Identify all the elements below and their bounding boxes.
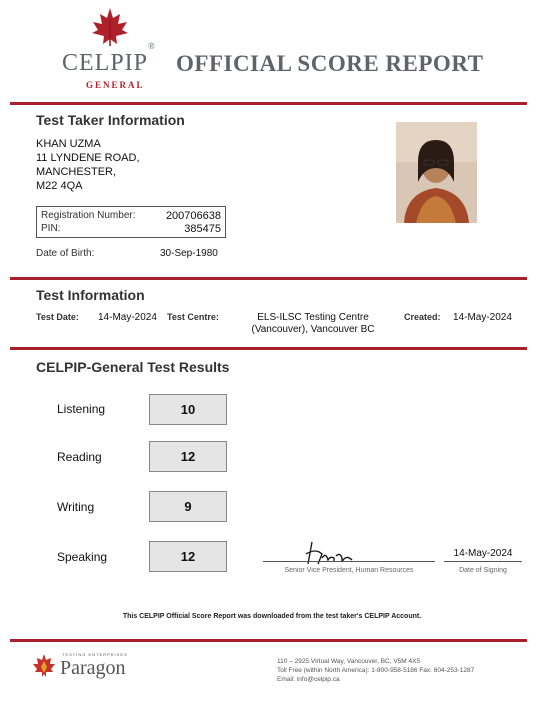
score-writing: 9 (149, 491, 227, 522)
address-line: 11 LYNDENE ROAD, (36, 152, 140, 164)
contact-info (277, 657, 474, 684)
test-centre-value (238, 312, 388, 336)
test-centre-label: Test Centre: (167, 312, 219, 322)
created-value: 14-May-2024 (453, 312, 512, 323)
skill-writing-label: Writing (57, 500, 95, 514)
taker-address (36, 137, 140, 193)
maple-leaf-icon (90, 6, 130, 48)
divider (10, 347, 527, 350)
paragon-subtitle: TESTING ENTERPRISES (62, 652, 128, 657)
divider (10, 639, 527, 642)
signing-date-caption: Date of Signing (459, 567, 507, 574)
registration-row (41, 210, 221, 223)
address-line: KHAN UZMA (36, 138, 101, 150)
signature-line (263, 561, 435, 562)
section-title-test-info: Test Information (36, 287, 145, 303)
section-title-taker: Test Taker Information (36, 112, 185, 128)
brand-subtitle: GENERAL (86, 80, 145, 90)
contact-line: 110 – 2925 Virtual Way, Vancouver, BC, V5M 4X5 (277, 658, 421, 665)
skill-reading-label: Reading (57, 450, 102, 464)
centre-line: ELS-ILSC Testing Centre (257, 312, 369, 323)
section-title-results: CELPIP-General Test Results (36, 359, 230, 375)
taker-photo (396, 122, 477, 223)
score-listening: 10 (149, 394, 227, 425)
download-note: This CELPIP Official Score Report was downloaded from the test taker's CELPIP Account. (122, 613, 422, 620)
centre-line: (Vancouver), Vancouver BC (251, 324, 375, 335)
pin-value: 385475 (184, 223, 221, 235)
registration-label: Registration Number: (41, 210, 136, 221)
signing-date: 14-May-2024 (453, 548, 513, 559)
signer-caption: Senior Vice President, Human Resources (284, 567, 414, 574)
test-date-value: 14-May-2024 (98, 312, 157, 323)
signing-date-line (444, 561, 522, 562)
skill-listening-label: Listening (57, 402, 106, 416)
contact-line: Toll Free (within North America): 1-800-958-5186 Fax: 604-253-1287 (277, 667, 475, 674)
address-line: M22 4QA (36, 180, 83, 192)
contact-line: Email: info@celpip.ca (277, 676, 340, 683)
brand-name: CELPIP® (62, 41, 156, 76)
paragon-logo-icon (32, 652, 56, 678)
score-speaking: 12 (149, 541, 227, 572)
skill-speaking-label: Speaking (57, 550, 108, 564)
report-title: OFFICIAL SCORE REPORT (176, 51, 484, 76)
registration-box (36, 206, 226, 238)
score-reading: 12 (149, 441, 227, 472)
test-date-label: Test Date: (36, 312, 79, 322)
divider (10, 277, 527, 280)
registration-value: 200706638 (165, 210, 221, 222)
pin-label: PIN: (41, 223, 61, 234)
created-label: Created: (404, 312, 441, 322)
paragon-wordmark: Paragon (60, 657, 126, 679)
dob-value: 30-Sep-1980 (160, 248, 218, 259)
divider (10, 102, 527, 105)
pin-row (41, 223, 221, 236)
dob-label: Date of Birth: (36, 248, 95, 259)
address-line: MANCHESTER, (36, 166, 117, 178)
